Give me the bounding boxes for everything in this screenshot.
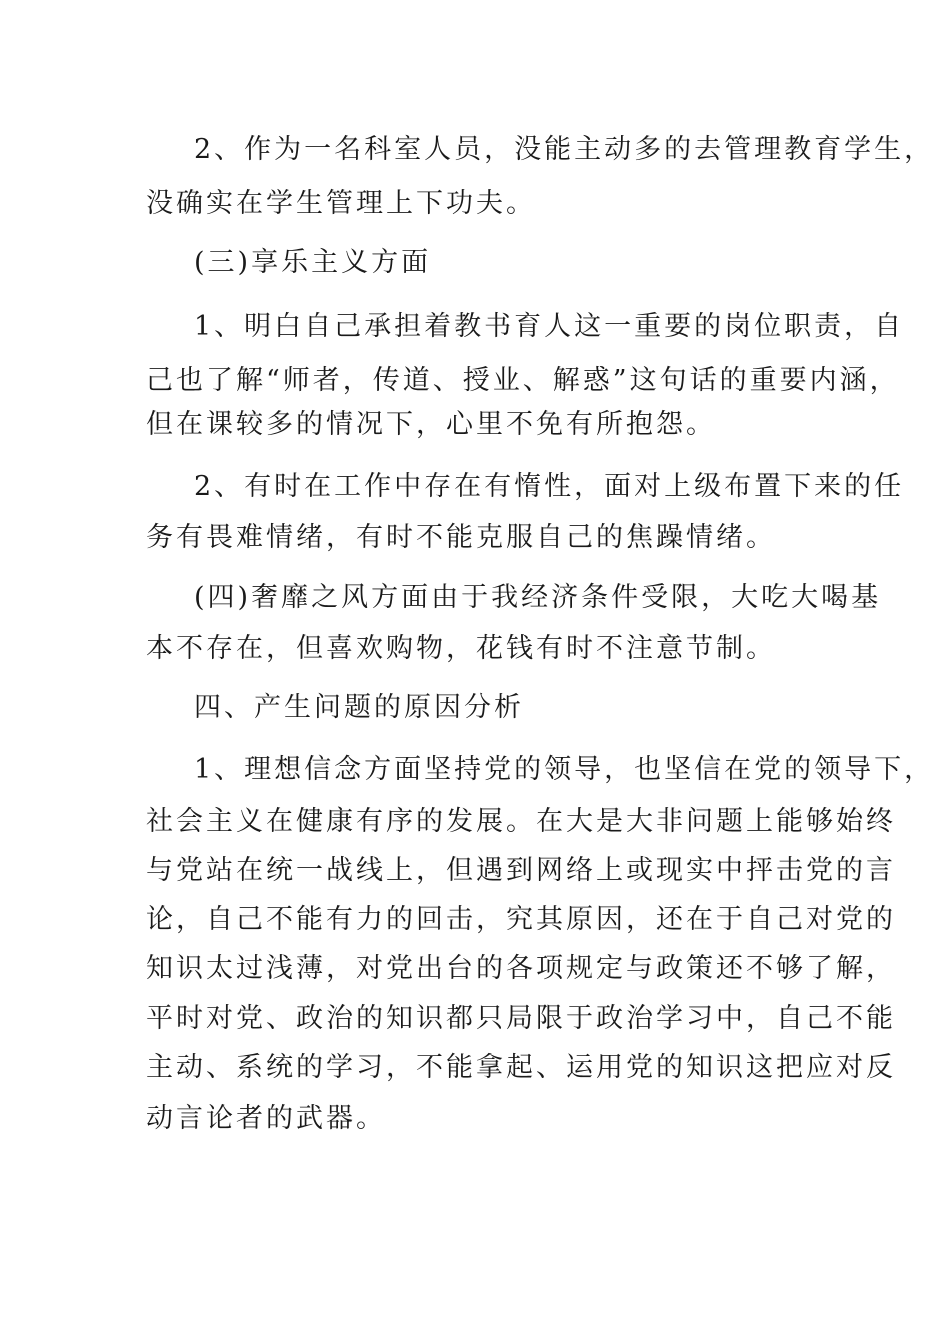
text-line: 2、作为一名科室人员，没能主动多的去管理教育学生， (194, 134, 935, 165)
text-line: 知识太过浅薄，对党出台的各项规定与政策还不够了解， (146, 953, 896, 984)
text-line: 论，自己不能有力的回击，究其原因，还在于自己对党的 (146, 904, 896, 935)
text-line: (四)奢靡之风方面由于我经济条件受限，大吃大喝基 (194, 582, 882, 613)
text-line: 动言论者的武器。 (146, 1103, 386, 1134)
text-line: 主动、系统的学习，不能拿起、运用党的知识这把应对反 (146, 1052, 896, 1083)
text-line: 1、理想信念方面坚持党的领导，也坚信在党的领导下， (194, 754, 935, 785)
text-line: 四、产生问题的原因分析 (194, 692, 524, 723)
text-line: 务有畏难情绪，有时不能克服自己的焦躁情绪。 (146, 522, 776, 553)
text-line: 没确实在学生管理上下功夫。 (146, 188, 536, 219)
text-line: 与党站在统一战线上，但遇到网络上或现实中抨击党的言 (146, 855, 896, 886)
text-line: 本不存在，但喜欢购物，花钱有时不注意节制。 (146, 633, 776, 664)
text-line: (三)享乐主义方面 (194, 247, 432, 278)
text-line: 但在课较多的情况下，心里不免有所抱怨。 (146, 409, 716, 440)
text-line: 社会主义在健康有序的发展。在大是大非问题上能够始终 (146, 806, 896, 837)
text-line: 平时对党、政治的知识都只局限于政治学习中，自己不能 (146, 1003, 896, 1034)
text-line: 己也了解“师者，传道、授业、解惑”这句话的重要内涵， (146, 365, 900, 396)
text-line: 1、明白自己承担着教书育人这一重要的岗位职责，自 (194, 311, 905, 342)
text-line: 2、有时在工作中存在有惰性，面对上级布置下来的任 (194, 471, 905, 502)
